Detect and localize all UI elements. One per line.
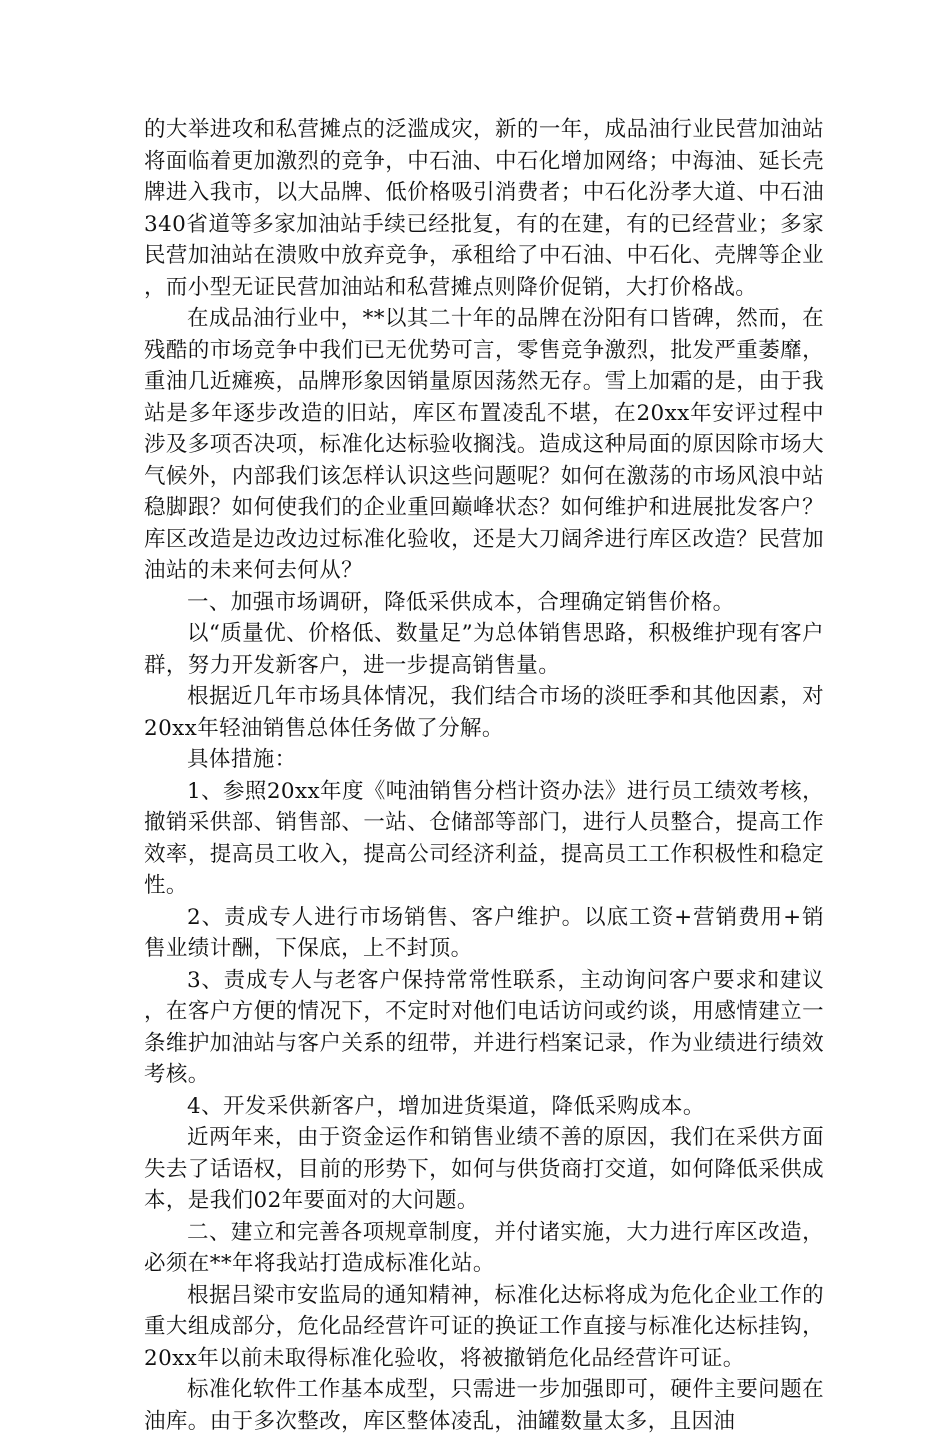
section-heading-1: 一、加强市场调研，降低采供成本，合理确定销售价格。 xyxy=(187,589,735,615)
paragraph-5: 近两年来，由于资金运作和销售业绩不善的原因，我们在采供方面失去了话语权，目前的形势下，如何与供货商打交道，如何降低采供成本，是我们02年要面对的大问题。 xyxy=(144,1125,824,1213)
paragraph-6: 根据吕梁市安监局的通知精神，标准化达标将成为危化企业工作的重大组成部分，危化品经营许可证的换证工作直接与标准化达标挂钩，20xx年以前未取得标准化验收，将被撤销危化品经营许可证。 xyxy=(144,1282,824,1371)
document-body xyxy=(144,114,824,1437)
paragraph-7: 标准化软件工作基本成型，只需进一步加强即可，硬件主要问题在油库。由于多次整改，库区整体凌乱，油罐数量太多，且因油 xyxy=(144,1377,824,1434)
paragraph-2: 在成品油行业中，**以其二十年的品牌在汾阳有口皆碑，然而，在残酷的市场竞争中我们已无优势可言，零售竞争激烈，批发严重萎靡，重油几近瘫痪，品牌形象因销量原因荡然无存。雪上加霜的是，由于我站是多年逐步改造的旧站，库区布置凌乱不堪，在20xx年安评过程中涉及多项否决项，标准化达标验收搁浅。造成这种局面的原因除市场大气候外，内部我们该怎样认识这些问题呢？如何在激荡的市场风浪中站稳脚跟？如何使我们的企业重回巅峰状态？如何维护和进展批发客户？库区改造是边改边过标准化验收，还是大刀阔斧进行库区改造？民营加油站的未来何去何从？ xyxy=(144,306,824,583)
paragraph-3: 以“质量优、价格低、数量足”为总体销售思路，积极维护现有客户群，努力开发新客户，进一步提高销售量。 xyxy=(144,621,824,678)
measure-item-2: 2、责成专人进行市场销售、客户维护。以底工资+营销费用+销售业绩计酬，下保底，上不封顶。 xyxy=(144,904,824,961)
measure-item-4: 4、开发采供新客户，增加进货渠道，降低采购成本。 xyxy=(187,1093,705,1119)
measures-label: 具体措施： xyxy=(187,747,297,772)
section-heading-2: 二、建立和完善各项规章制度，并付诸实施，大力进行库区改造，必须在**年将我站打造成标准化站。 xyxy=(144,1219,824,1276)
measure-item-3: 3、责成专人与老客户保持常常性联系，主动询问客户要求和建议，在客户方便的情况下，不定时对他们电话访问或约谈，用感情建立一条维护加油站与客户关系的纽带，并进行档案记录，作为业绩进行绩效考核。 xyxy=(144,967,824,1087)
paragraph-4: 根据近几年市场具体情况，我们结合市场的淡旺季和其他因素，对20xx年轻油销售总体任务做了分解。 xyxy=(144,684,824,741)
paragraph-1: 的大举进攻和私营摊点的泛滥成灾，新的一年，成品油行业民营加油站将面临着更加激烈的竞争，中石油、中石化增加网络；中海油、延长壳牌进入我市，以大品牌、低价格吸引消费者；中石化汾孝大道、中石油340省道等多家加油站手续已经批复，有的在建，有的已经营业；多家民营加油站在溃败中放弃竞争，承租给了中石油、中石化、壳牌等企业，而小型无证民营加油站和私营摊点则降价促销，大打价格战。 xyxy=(144,117,824,300)
measure-item-1: 1、参照20xx年度《吨油销售分档计资办法》进行员工绩效考核，撤销采供部、销售部、一站、仓储部等部门，进行人员整合，提高工作效率，提高员工收入，提高公司经济利益，提高员工工作积极性和稳定性。 xyxy=(144,778,824,898)
